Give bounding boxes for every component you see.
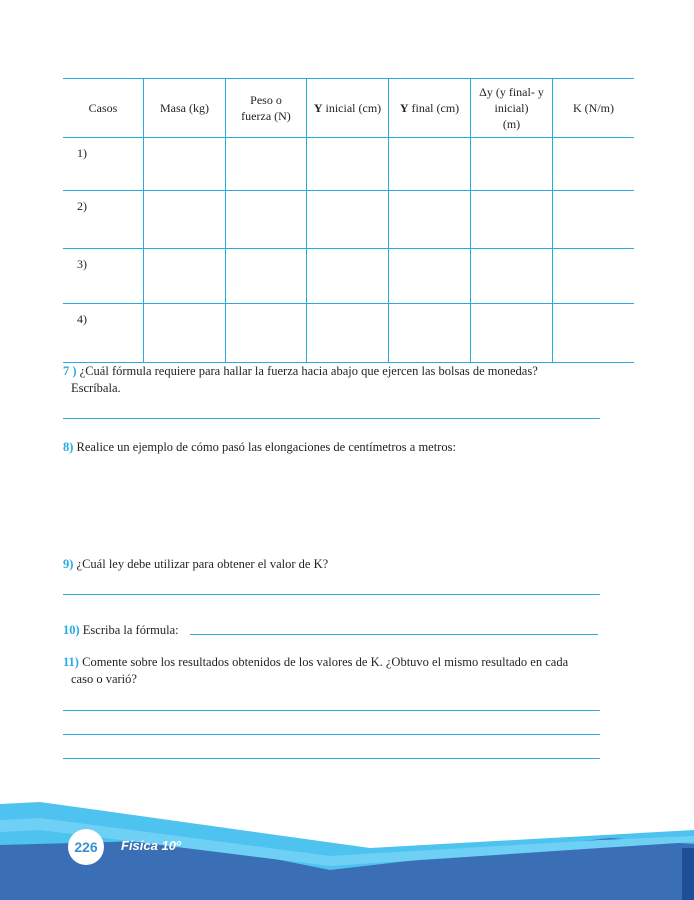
table-cell[interactable]: [389, 191, 471, 249]
answer-line[interactable]: [63, 710, 600, 711]
header-y-initial: Y inicial (cm): [307, 79, 389, 138]
table-cell[interactable]: [144, 249, 226, 304]
answer-line[interactable]: [63, 734, 600, 735]
table-row: [63, 191, 634, 249]
answer-line[interactable]: [63, 594, 600, 595]
header-k: K (N/m): [553, 79, 635, 138]
answer-line[interactable]: [63, 758, 600, 759]
question-7: [63, 363, 603, 397]
book-title: Física 10º: [121, 838, 181, 853]
formula-answer-line[interactable]: [190, 634, 598, 635]
table-cell[interactable]: [471, 138, 553, 191]
question-number: 9): [63, 557, 74, 571]
page-number: 226: [68, 829, 104, 865]
footer-edge-tab: [682, 848, 694, 900]
question-9: [63, 556, 603, 573]
header-mass: Masa (kg): [144, 79, 226, 138]
table-row: [63, 249, 634, 304]
question-number: 8): [63, 440, 74, 454]
question-text-cont: caso o varió?: [71, 672, 137, 686]
table-row: [63, 304, 634, 363]
table-cell[interactable]: [471, 191, 553, 249]
question-text: Realice un ejemplo de cómo pasó las elongaciones de centímetros a metros:: [76, 440, 456, 454]
header-delta-y: Δy (y final- y inicial) (m): [471, 79, 553, 138]
table-cell[interactable]: [389, 138, 471, 191]
question-text-cont: Escríbala.: [71, 381, 121, 395]
table-cell[interactable]: [471, 249, 553, 304]
question-text: Comente sobre los resultados obtenidos de los valores de K. ¿Obtuvo el mismo resultado en cada: [82, 655, 569, 669]
answer-area[interactable]: [63, 460, 603, 550]
question-number: 10): [63, 623, 80, 637]
table-cell[interactable]: [553, 304, 635, 363]
header-weight: Peso o fuerza (N): [226, 79, 307, 138]
header-cases: Casos: [63, 79, 144, 138]
case-label: 4): [63, 304, 144, 363]
table-cell[interactable]: [553, 249, 635, 304]
answer-line[interactable]: [63, 418, 600, 419]
table-cell[interactable]: [307, 191, 389, 249]
question-number: 11): [63, 655, 79, 669]
table-cell[interactable]: [389, 304, 471, 363]
table-cell[interactable]: [226, 191, 307, 249]
question-text: ¿Cuál fórmula requiere para hallar la fuerza hacia abajo que ejercen las bolsas de monedas?: [79, 364, 538, 378]
table-cell[interactable]: [553, 191, 635, 249]
table-cell[interactable]: [144, 138, 226, 191]
table-cell[interactable]: [307, 138, 389, 191]
table-cell[interactable]: [226, 138, 307, 191]
case-label: 1): [63, 138, 144, 191]
table-cell[interactable]: [226, 249, 307, 304]
question-10: [63, 622, 603, 639]
measurement-table: [63, 78, 634, 363]
table-cell[interactable]: [144, 191, 226, 249]
table-cell[interactable]: [389, 249, 471, 304]
case-label: 3): [63, 249, 144, 304]
question-text: ¿Cuál ley debe utilizar para obtener el valor de K?: [76, 557, 329, 571]
question-text: Escriba la fórmula:: [82, 623, 179, 637]
footer-banner: [0, 790, 694, 900]
table-cell[interactable]: [226, 304, 307, 363]
table-cell[interactable]: [553, 138, 635, 191]
table-header-row: [63, 79, 634, 138]
table-cell[interactable]: [307, 304, 389, 363]
header-y-final: Y final (cm): [389, 79, 471, 138]
table-cell[interactable]: [144, 304, 226, 363]
question-8: [63, 439, 603, 456]
question-11: [63, 654, 603, 688]
question-number: 7 ): [63, 364, 77, 378]
table-cell[interactable]: [471, 304, 553, 363]
case-label: 2): [63, 191, 144, 249]
table-cell[interactable]: [307, 249, 389, 304]
table-row: [63, 138, 634, 191]
